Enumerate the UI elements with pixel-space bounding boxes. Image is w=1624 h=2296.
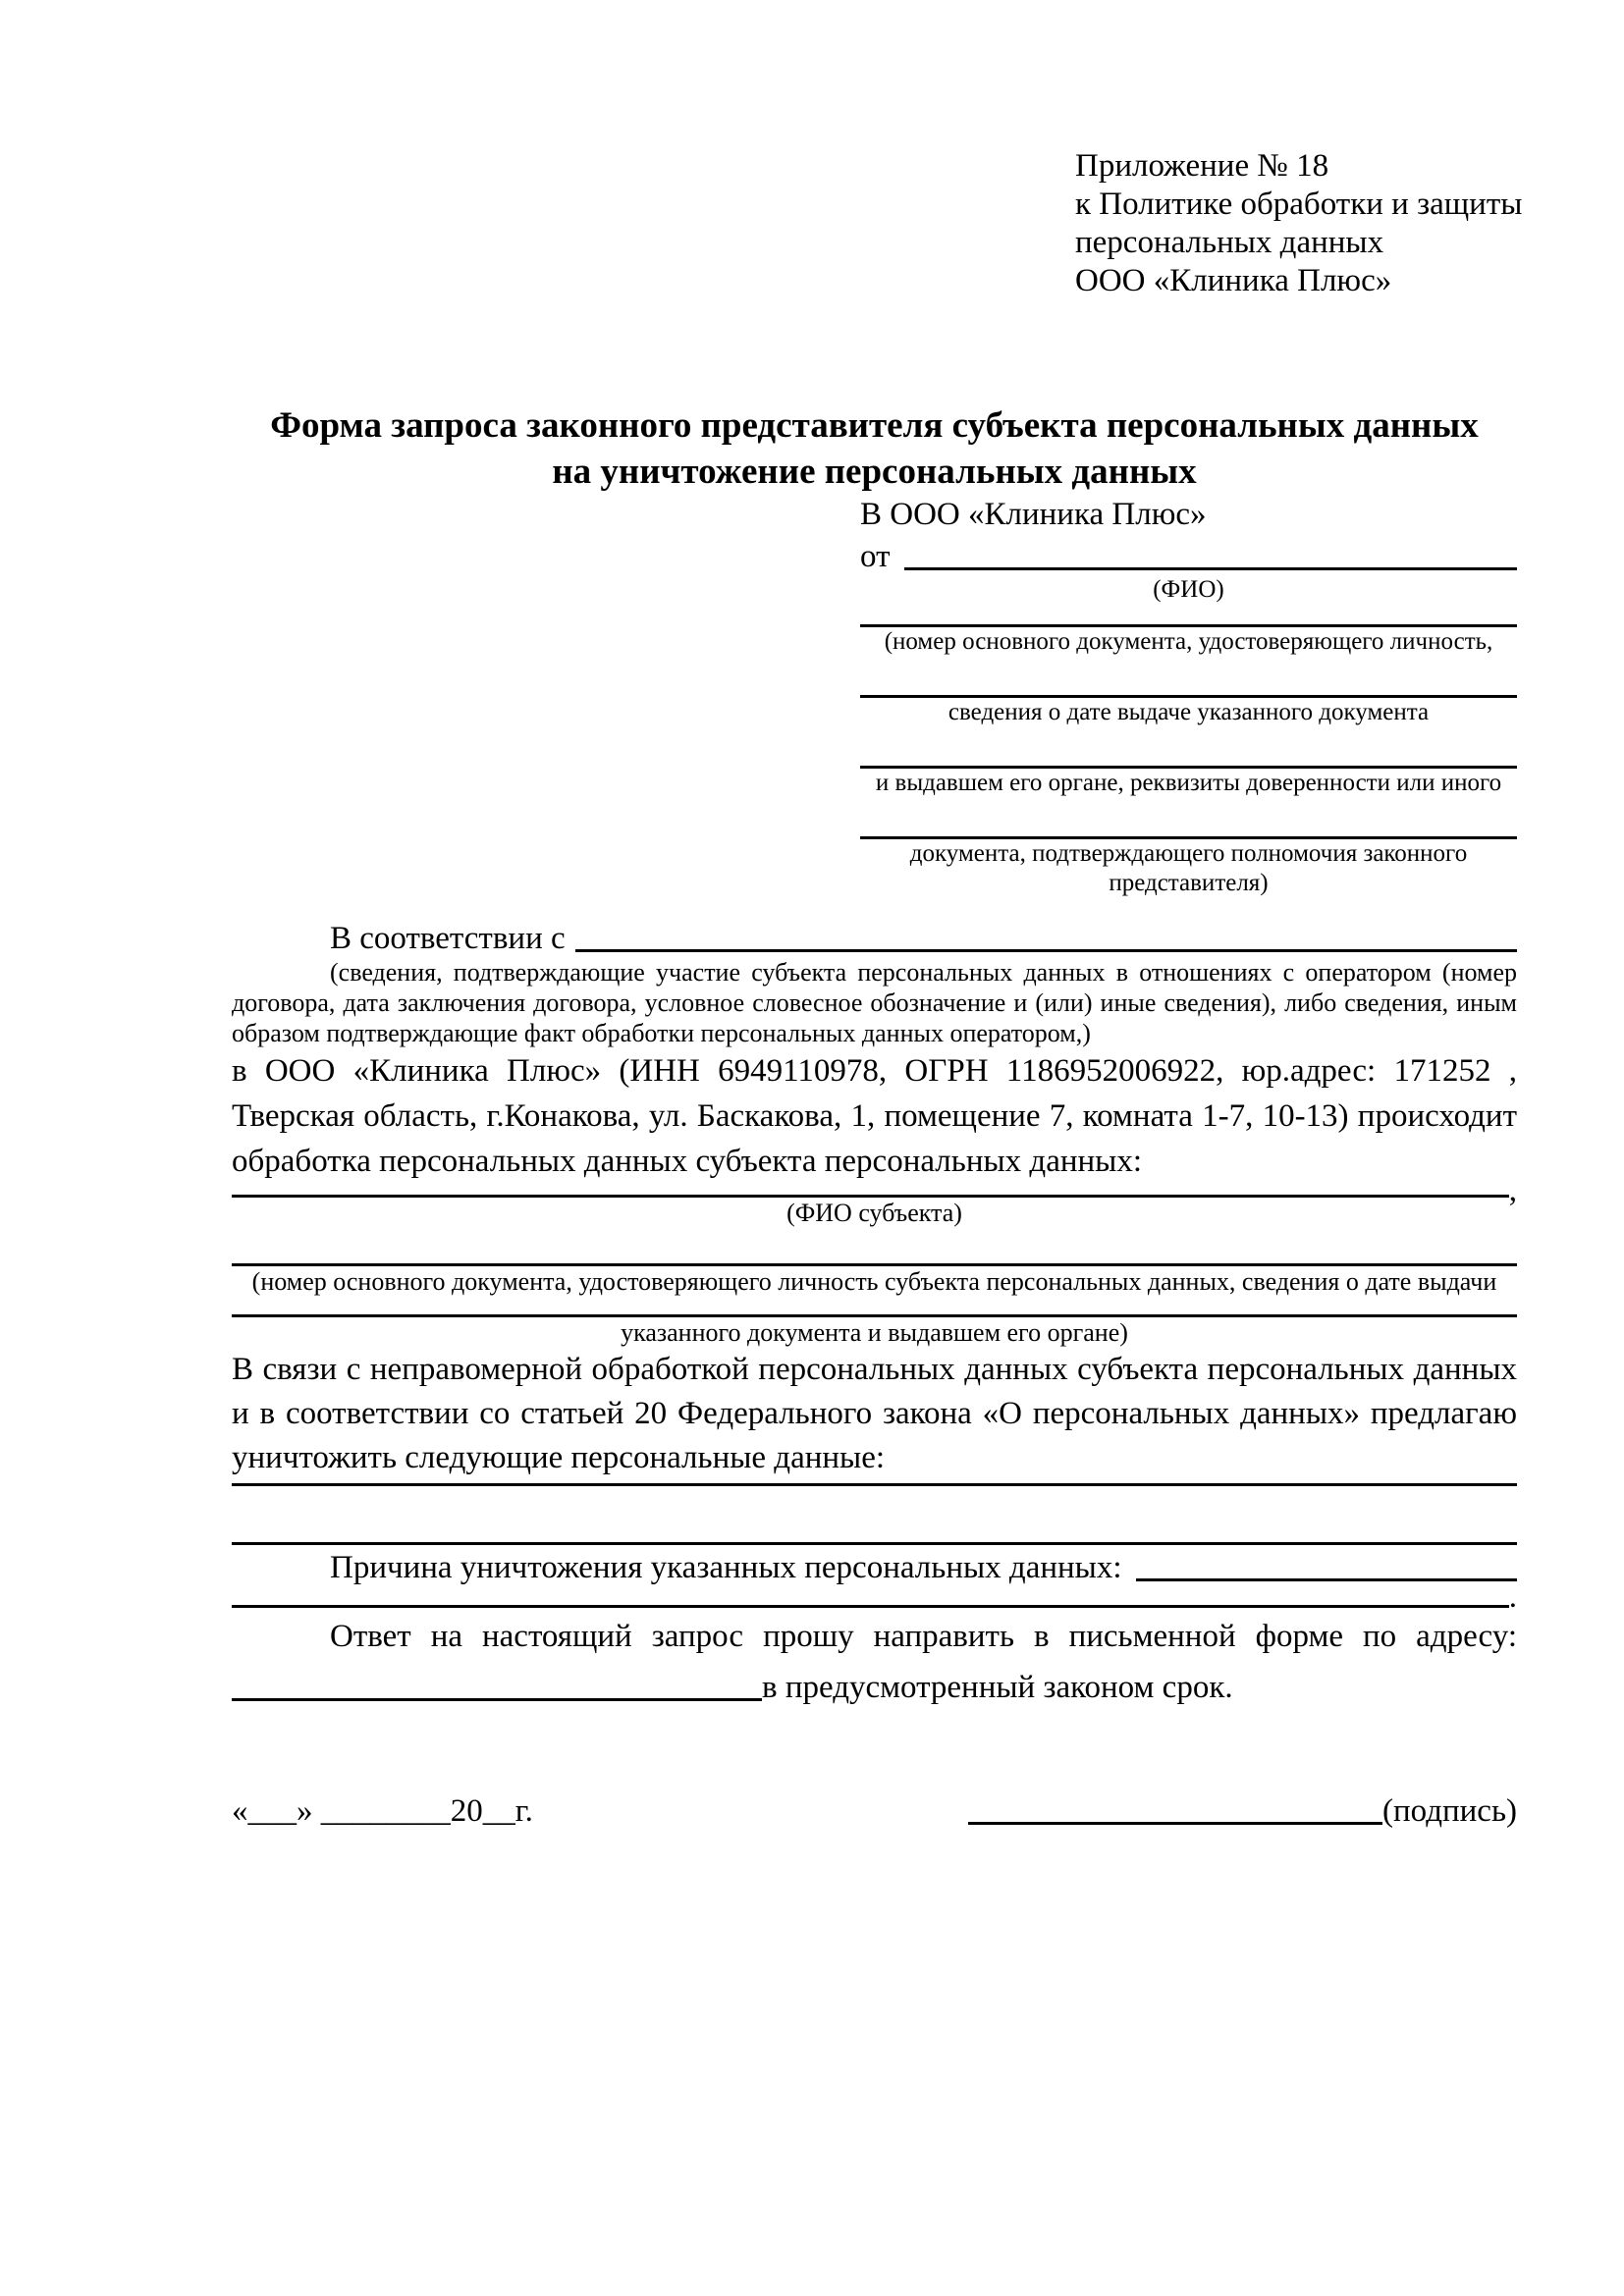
accordance-caption: (сведения, подтверждающие участие субъекта персональных данных в отношениях с оператором (номер договора, дата заключения договора, условное словесное обозначение и (или) иные сведения), либо сведения, иным образом подтверждающие факт обработки персональных данных оператором,) <box>232 958 1517 1047</box>
document-number-caption: (номер основного документа, удостоверяющего личность, <box>884 628 1493 655</box>
issuing-authority-caption: и выдавшем его органе, реквизиты доверенности или иного <box>875 770 1502 796</box>
issue-date-caption: сведения о дате выдаче указанного документа <box>947 699 1430 725</box>
signature-group <box>968 1793 1517 1830</box>
from-row <box>860 534 1517 575</box>
reason-continuation-blank-line <box>232 1605 1509 1608</box>
answer-address-row <box>232 1659 1517 1706</box>
from-label: от <box>860 539 891 574</box>
reason-row <box>232 1545 1517 1586</box>
document-title-line-2: на уничтожение персональных данных <box>552 452 1197 492</box>
subject-fio-row <box>232 1173 1517 1208</box>
reason-continuation-row <box>232 1579 1517 1615</box>
from-blank-line <box>904 567 1518 570</box>
signature-caption: (подпись) <box>1382 1793 1517 1829</box>
subject-document-caption: (номер основного документа, удостоверяющего личность субъекта персональных данных, сведения о дате выдачи <box>251 1267 1497 1296</box>
appendix-header-line: персональных данных <box>1075 225 1384 260</box>
addressee-to-line: В ООО «Клиника Плюс» <box>860 497 1207 532</box>
reason-blank-line <box>1136 1578 1517 1581</box>
answer-paragraph: Ответ на настоящий запрос прошу направить в письменной форме по адресу: <box>330 1619 1517 1654</box>
accordance-lead: В соответствии с <box>330 921 566 956</box>
answer-address-blank-line <box>232 1698 762 1701</box>
addressee-block <box>860 495 1517 898</box>
reason-trailing-period: . <box>1508 1579 1517 1615</box>
operator-paragraph: в ООО «Клиника Плюс» (ИНН 6949110978, ОГРН 1186952006922, юр.адрес: 171252 , Тверская область, г.Конакова, ул. Баскакова, 1, помещение 7, комната 1-7, 10-13) происходит обработка персональных данных субъекта персональных данных: <box>232 1053 1517 1179</box>
accordance-blank-line <box>575 949 1517 952</box>
footer-date-template: «___» ________20__г. <box>232 1793 533 1829</box>
appendix-header-line: Приложение № 18 <box>1075 148 1329 184</box>
reason-label: Причина уничтожения указанных персональных данных: <box>330 1550 1122 1585</box>
authority-document-caption: документа, подтверждающего полномочия законного представителя) <box>909 840 1468 896</box>
answer-tail: в предусмотренный законом срок. <box>762 1670 1233 1705</box>
destruction-paragraph: В связи с неправомерной обработкой персональных данных субъекта персональных данных и в соответствии со статьей 20 Федерального закона «О персональных данных» предлагаю уничтожить следующие персональные данные: <box>232 1352 1517 1475</box>
accordance-row <box>232 914 1517 957</box>
fio-caption: (ФИО) <box>1153 576 1224 603</box>
document-content <box>232 147 1523 1830</box>
document-title <box>232 402 1517 495</box>
subject-fio-caption: (ФИО субъекта) <box>786 1199 962 1227</box>
appendix-header-line: ООО «Клиника Плюс» <box>1075 263 1392 298</box>
footer-row <box>232 1787 1517 1830</box>
subject-authority-caption: указанного документа и выдавшем его органе) <box>621 1318 1128 1347</box>
document-title-line-1: Форма запроса законного представителя субъекта персональных данных <box>270 405 1479 446</box>
personal-data-blank-line-1 <box>232 1483 1517 1486</box>
appendix-header <box>1075 147 1523 300</box>
appendix-header-line: к Политике обработки и защиты <box>1075 187 1523 222</box>
signature-blank-line <box>968 1822 1382 1825</box>
subject-fio-trailing-comma: , <box>1508 1173 1517 1208</box>
